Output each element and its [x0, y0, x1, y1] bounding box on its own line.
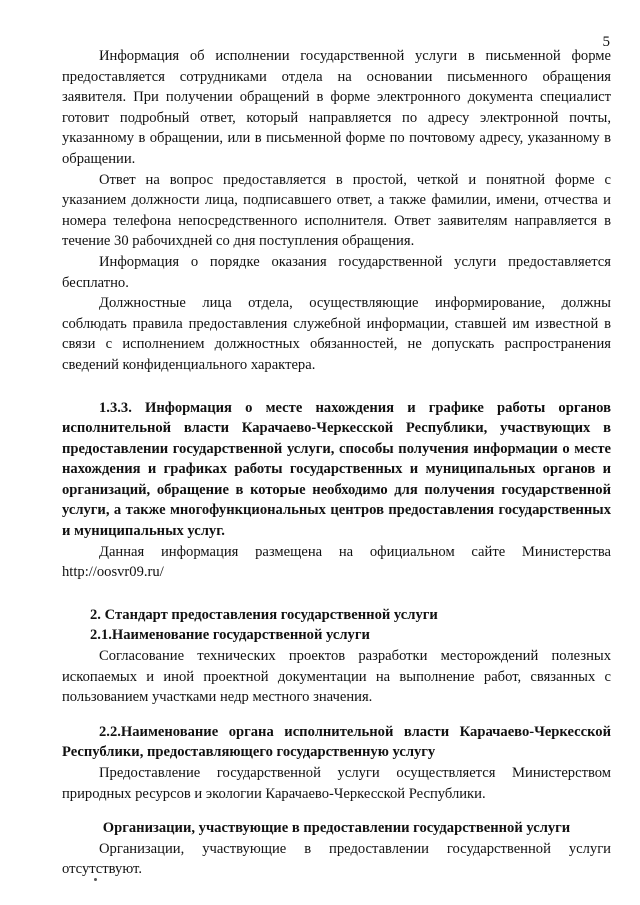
paragraph-free-of-charge: Информация о порядке оказания государственной услуги предоставляется бесплатно. [62, 253, 611, 291]
paragraph-officials-rules: Должностные лица отдела, осуществляющие информирование, должны соблюдать правила предоставления служебной информации, ставшей им известной в связи с исполнением должностных обязанностей, не допускать распространения сведений конфиденциального характера. [62, 295, 611, 373]
section-1-3-3-text: Данная информация размещена на официальном сайте Министерства http://oosvr09.ru/ [62, 543, 611, 581]
section-2-1-heading: 2.1.Наименование государственной услуги [90, 627, 370, 644]
spacer [62, 376, 611, 398]
section-2-1-text: Согласование технических проектов разработки месторождений полезных ископаемых и иной проектной документации на выполнение работ, связанных с пользованием участками недр местного значения. [62, 648, 611, 706]
spacer [62, 708, 611, 722]
section-2-2-text: Предоставление государственной услуги осуществляется Министерством природных ресурсов и экологии Карачаево-Черкесской Республики. [62, 765, 611, 802]
section-2-2-heading: 2.2.Наименование органа исполнительной власти Карачаево-Черкесской Республики, предоставляющего государственную услугу [62, 723, 611, 761]
scan-speck [94, 878, 97, 881]
paragraph-answer-form: Ответ на вопрос предоставляется в простой, четкой и понятной форме с указанием должности лица, подписавшего ответ, а также фамилии, имени, отчества и номера телефона непосредственного исполнителя. Ответ заявителям направляется в течение 30 рабочихдней со дня поступления обращения. [62, 171, 611, 250]
section-1-3-3-heading: 1.3.3. Информация о месте нахождения и графике работы органов исполнительной власти Карачаево-Черкесской Республики, участвующих в предоставлении государственной услуги, способы получения информации о месте нахождения и графиках работы государственных и муниципальных органов и организаций, обращение в которые необходимо для получения государственной услуги, а также многофункциональных центров предоставления государственных и муниципальных услуг. [62, 399, 611, 540]
document-body [62, 46, 611, 880]
organizations-text: Организации, участвующие в предоставлении государственной услуги отсутствуют. [62, 840, 611, 878]
spacer [62, 583, 611, 605]
organizations-heading: Организации, участвующие в предоставлении государственной услуги [102, 820, 571, 837]
section-2-heading: 2. Стандарт предоставления государственной услуги [90, 606, 438, 623]
page-number: 5 [602, 34, 610, 50]
paragraph-written-info: Информация об исполнении государственной услуги в письменной форме предоставляется сотрудниками отдела на основании письменного обращения заявителя. При получении обращений в форме электронного документа специалист готовит подробный ответ, который направляется по адресу электронной почты, указанному в обращении, или в письменной форме по почтовому адресу, указанному в обращении. [62, 48, 611, 167]
spacer [62, 804, 611, 818]
